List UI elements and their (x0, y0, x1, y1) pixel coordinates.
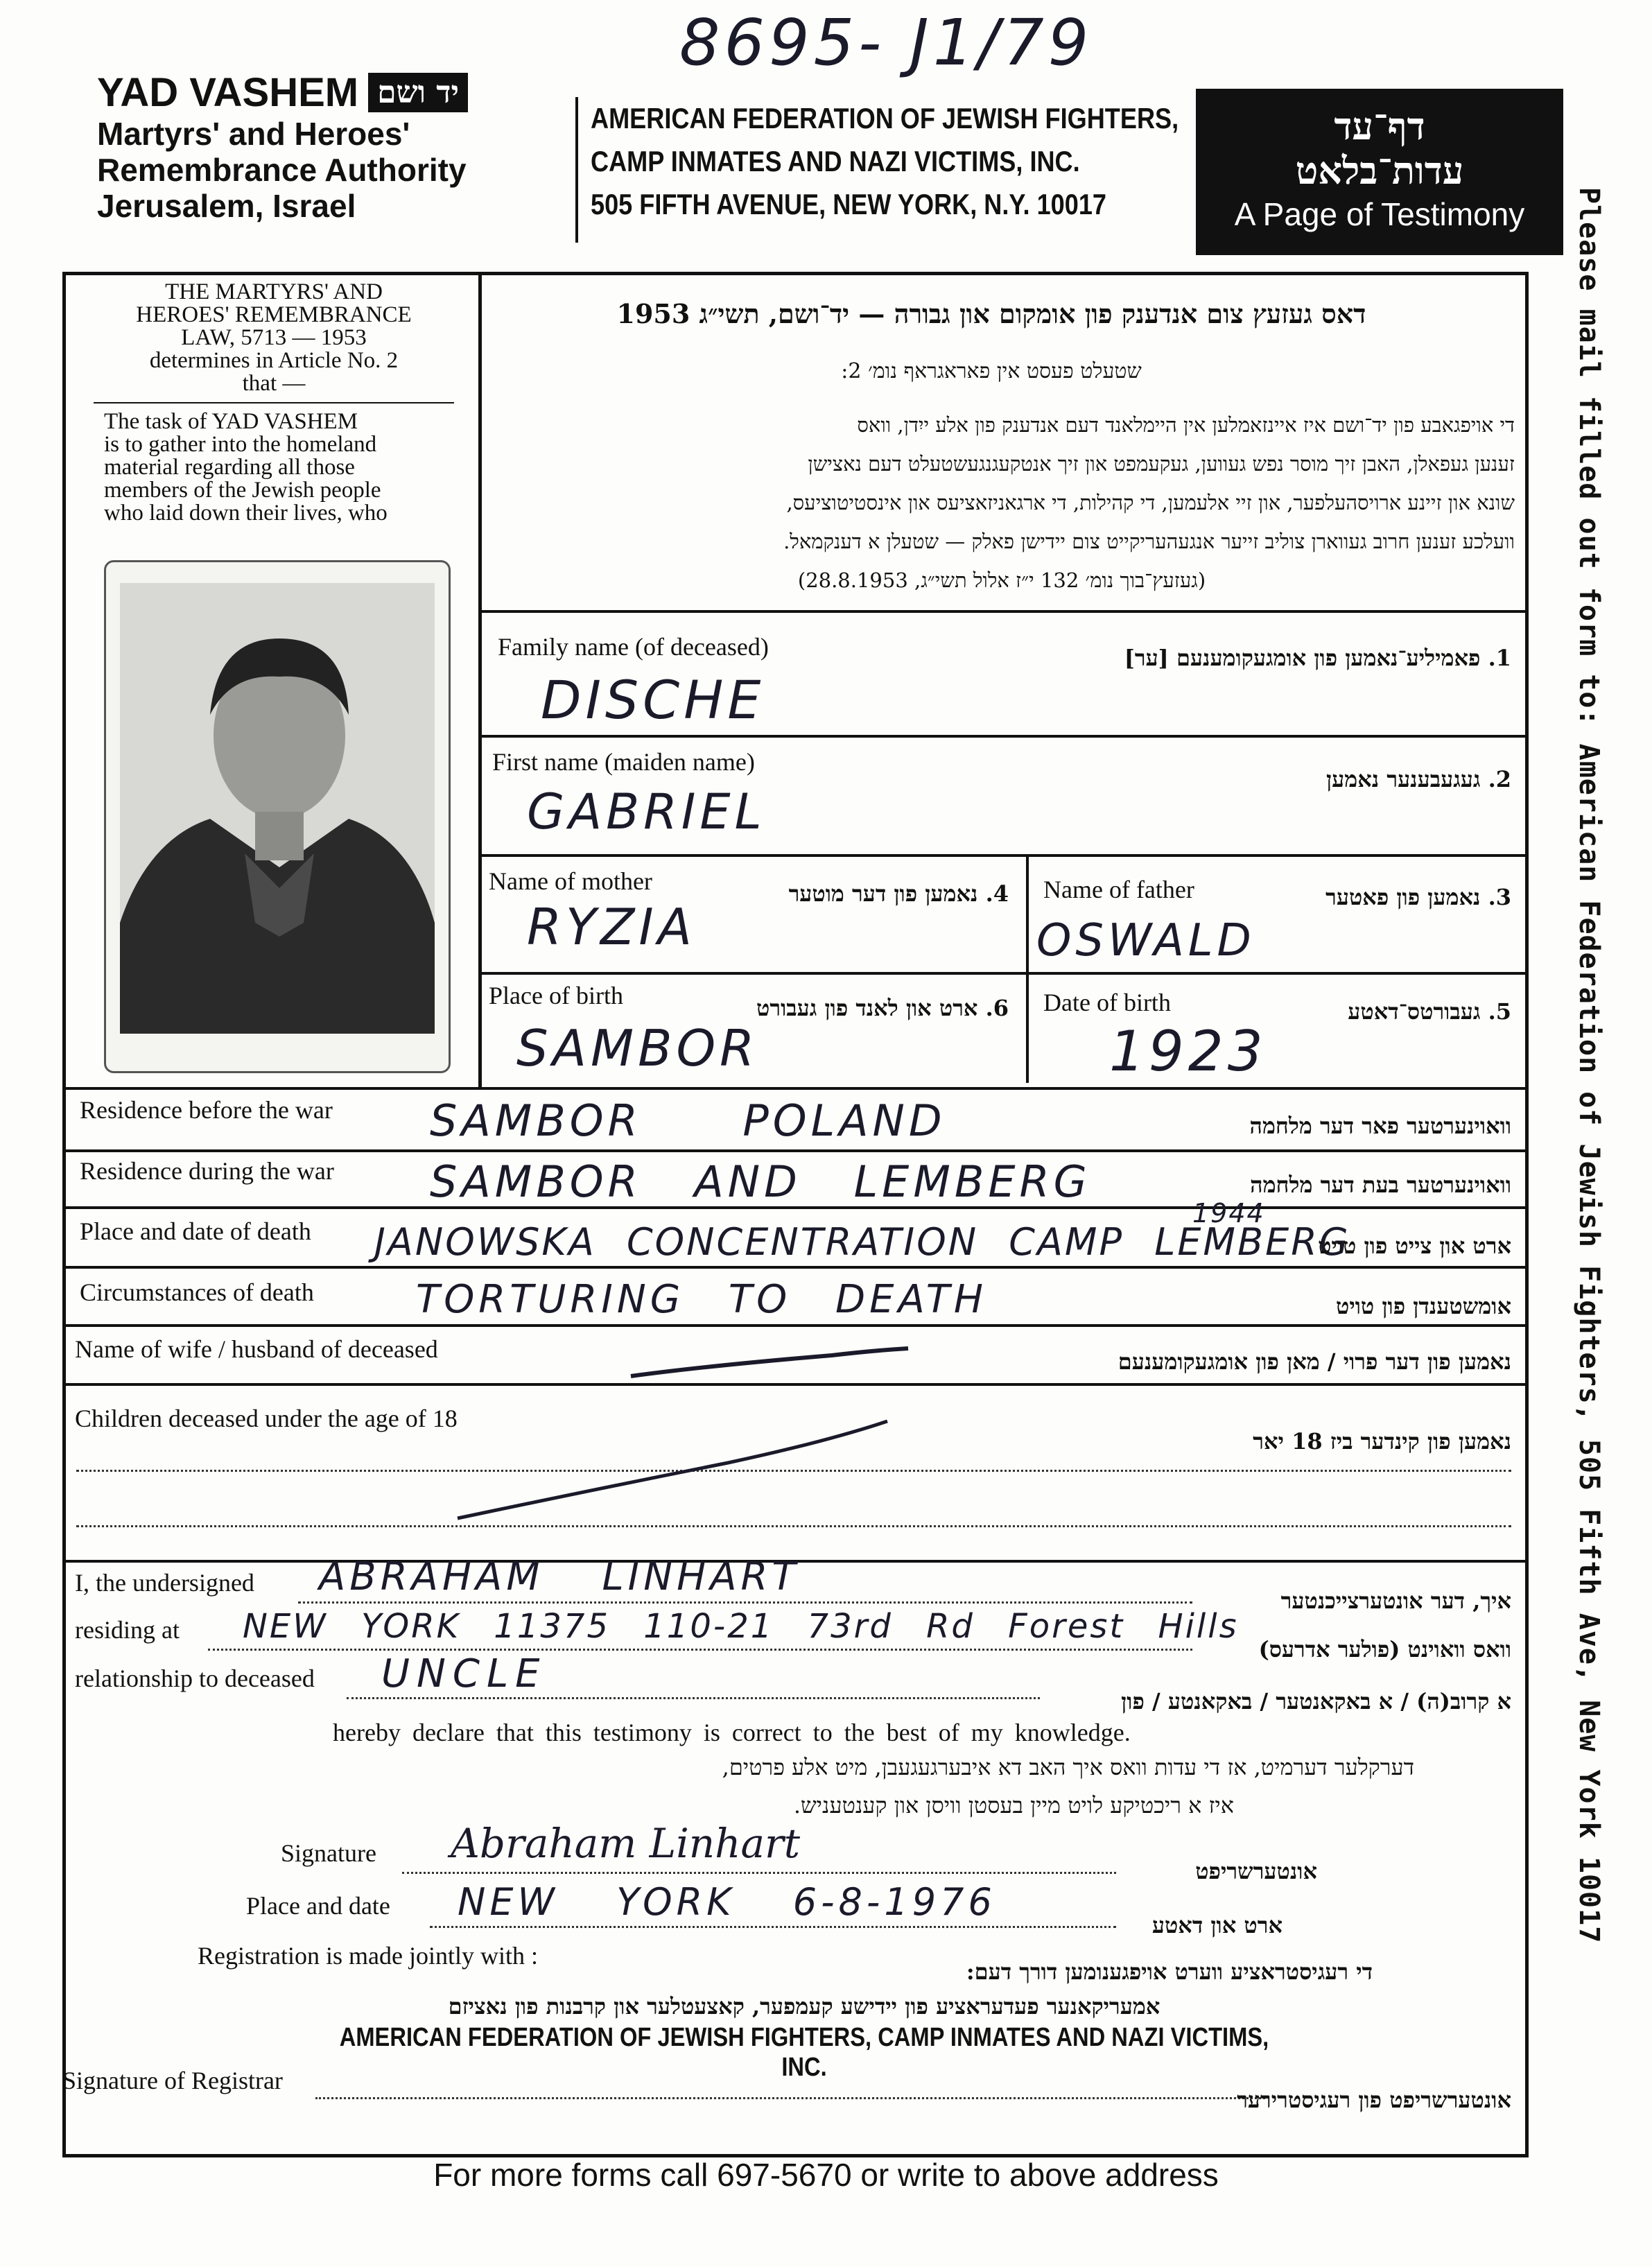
residence-during-heb-label: וואוינערטער בעת דער מלחמה (1250, 1172, 1511, 1198)
org-line-2: Remembrance Authority (97, 152, 467, 188)
death-place-label: Place and date of death (80, 1217, 311, 1245)
first-name-label: First name (maiden name) (492, 748, 755, 776)
footer-note: For more forms call 697-5670 or write to above address (433, 2157, 1219, 2193)
declaration-hebrew-1: דערקלער דערמיט, אז די עדות וואס איך האב דא איבערגעגעבן, מיט אלע פרטים, (722, 1754, 1414, 1780)
residence-during-value[interactable]: SAMBOR AND LEMBERG (430, 1156, 1091, 1207)
signature-label: Signature (281, 1839, 376, 1867)
children-blank-stroke (451, 1414, 894, 1525)
registration-heb-label: די רעגיסטראציע ווערט אויפגענומען דורך דעם: (966, 1958, 1373, 1985)
birth-date-label: Date of birth (1043, 989, 1171, 1016)
signature-heb-label: אונטערשריפט (1195, 1858, 1317, 1884)
law-line: that — (242, 371, 306, 396)
undersigned-line (298, 1601, 1192, 1604)
yiddish-law-title: דאס געזעץ צום אנדענק פון אומקום און גבורה — יד־ושם, תשי״ג 1953 (616, 298, 1366, 329)
law-line: determines in Article No. 2 (149, 348, 399, 373)
place-date-line (430, 1926, 1116, 1928)
federation-hebrew-name: אמעריקאנער פעדעראציע פון יידישע קעמפער, קאצעטלער און קרבנות פון נאציזם (448, 1993, 1160, 2020)
registrar-heb-label: אונטערשריפט פון רעגיסטרירער (1237, 2087, 1511, 2113)
birth-place-value[interactable]: SAMBOR (516, 1019, 759, 1077)
circumstances-heb-label: אומשטענדן פון טויט (1335, 1293, 1511, 1319)
org-line-1: Martyrs' and Heroes' (97, 116, 410, 152)
yiddish-law-line: זענען געפאלן, האבן זיך מוסר נפש געווען, געקעמפט און זיך אנטקעגנגעשטעלט דעם נאצישן (808, 452, 1515, 476)
undersigned-heb-label: איך, דער אונטערצייכנטער (1280, 1588, 1511, 1614)
mother-name-heb-label: 4. נאמען פון דער מוטער (788, 880, 1009, 907)
circumstances-value[interactable]: TORTURING TO DEATH (416, 1277, 988, 1322)
federation-english-name: AMERICAN FEDERATION OF JEWISH FIGHTERS, CAMP INMATES AND NAZI VICTIMS, INC. (339, 2023, 1269, 2082)
mother-name-value[interactable]: RYZIA (527, 898, 696, 956)
yiddish-law-line: די אויפגאבע פון יד־ושם איז איינזאמלען אין היימלאנד דעם אנדענק פון אלע ייִדן, וואס (857, 413, 1515, 437)
signature-line (402, 1872, 1116, 1874)
federation-header (575, 97, 1274, 243)
badge-hebrew-1: דף־עד (1334, 104, 1425, 148)
law-task-line: The task of YAD VASHEM (104, 409, 358, 434)
testimony-badge (1196, 89, 1563, 255)
family-name-heb-label: 1. פאמיליע־נאמען פון אומגעקומענעם [ער] (1124, 645, 1511, 671)
spouse-label: Name of wife / husband of deceased (75, 1335, 438, 1363)
residing-label: residing at (75, 1616, 180, 1644)
birth-place-heb-label: 6. ארט און לאנד פון געבורט (756, 995, 1009, 1021)
relationship-heb-label: א קרוב(ה) / א באקאנטער / באקאנטע / פון (1121, 1688, 1511, 1714)
spouse-heb-label: נאמען פון דער פרוי / מאן פון אומגעקומענעם (1118, 1348, 1511, 1375)
yiddish-law-subtitle: שטעלט פעסט אין פאראגראף נומ׳ 2: (841, 359, 1142, 383)
org-line-3: Jerusalem, Israel (97, 188, 356, 224)
children-line-2 (76, 1525, 1511, 1527)
birth-date-value[interactable]: 1923 (1109, 1019, 1267, 1084)
residence-before-value[interactable]: SAMBOR POLAND (430, 1095, 946, 1146)
place-date-label: Place and date (246, 1892, 390, 1920)
residence-during-label: Residence during the war (80, 1157, 334, 1185)
father-name-label: Name of father (1043, 876, 1194, 903)
declaration-hebrew-2: איז א ריכטיקע לויט מיין בעסטן וויסן און קענטעניש. (793, 1792, 1234, 1818)
yad-vashem-header (97, 69, 568, 224)
deceased-photo (104, 560, 451, 1073)
death-year-value[interactable]: 1944 (1192, 1198, 1265, 1228)
fed-line-1: AMERICAN FEDERATION OF JEWISH FIGHTERS, (591, 102, 1179, 134)
yiddish-law-line: שונא און זיינע ארויסהעלפער, און זיי אלעמען, די קהילות, די ארגאניזאציעס און אינסטיטוציעס, (786, 491, 1515, 514)
father-name-value[interactable]: OSWALD (1036, 915, 1255, 966)
undersigned-label: I, the undersigned (75, 1569, 254, 1597)
place-date-heb-label: ארט און דאטע (1151, 1912, 1283, 1938)
relationship-line (347, 1697, 1040, 1699)
law-task-line: members of the Jewish people (104, 478, 381, 503)
death-place-heb-label: ארט און צייט פון טויט (1318, 1233, 1511, 1259)
birth-date-heb-label: 5. געבורטס־דאטע (1348, 998, 1511, 1025)
yiddish-law-line: (געזעץ־בוך נומ׳ 132 י״ז אלול תשי״ג, 28.8.1953) (797, 568, 1206, 592)
law-box (73, 281, 475, 525)
relationship-label: relationship to deceased (75, 1665, 315, 1692)
residence-before-label: Residence before the war (80, 1096, 333, 1124)
family-name-value[interactable]: DISCHE (541, 669, 765, 731)
law-line: THE MARTYRS' AND (165, 279, 383, 304)
children-heb-label: נאמען פון קינדער ביז 18 יאר (1253, 1428, 1511, 1454)
father-name-heb-label: 3. נאמען פון פאטער (1325, 884, 1511, 910)
first-name-heb-label: 2. געגעבענער נאמען (1326, 766, 1511, 792)
residing-line (208, 1649, 1192, 1651)
residing-value[interactable]: NEW YORK 11375 110-21 73rd Rd Forest Hills (243, 1607, 1239, 1646)
file-annotation: 8695- J1/79 (679, 6, 1093, 80)
law-task-line: material regarding all those (104, 455, 355, 480)
law-task-line: is to gather into the homeland (104, 432, 377, 457)
org-name: YAD VASHEM (97, 70, 359, 115)
residing-heb-label: וואס וואוינט (פולער אדרעס) (1258, 1636, 1511, 1662)
first-name-value[interactable]: GABRIEL (527, 783, 766, 840)
relationship-value[interactable]: UNCLE (381, 1651, 547, 1696)
mother-name-label: Name of mother (489, 867, 652, 895)
org-hebrew-logo: יד ושם (368, 73, 468, 112)
fed-line-3: 505 FIFTH AVENUE, NEW YORK, N.Y. 10017 (591, 188, 1107, 220)
family-name-label: Family name (of deceased) (498, 633, 769, 661)
death-place-value[interactable]: JANOWSKA CONCENTRATION CAMP LEMBERG (374, 1220, 1350, 1264)
children-label: Children deceased under the age of 18 (75, 1405, 458, 1432)
badge-english: A Page of Testimony (1234, 196, 1525, 232)
law-line: LAW, 5713 — 1953 (181, 325, 367, 350)
fed-line-2: CAMP INMATES AND NAZI VICTIMS, INC. (591, 145, 1080, 177)
birth-place-label: Place of birth (489, 982, 623, 1009)
circumstances-label: Circumstances of death (80, 1278, 314, 1306)
portrait-image (106, 562, 449, 1071)
spouse-blank-stroke (624, 1345, 915, 1387)
registrar-signature-label: Signature of Registrar (62, 2067, 283, 2094)
mail-instruction: Please mail filled out form to: American Federation of Jewish Fighters, 505 Fifth Ave, New York 10017 (1573, 187, 1605, 1944)
residence-before-heb-label: וואוינערטער פאר דער מלחמה (1249, 1113, 1511, 1139)
yiddish-law-body (489, 406, 1515, 600)
registration-label: Registration is made jointly with : (198, 1942, 538, 1970)
law-line: HEROES' REMEMBRANCE (136, 302, 412, 327)
signature-value[interactable]: Abraham Linhart (451, 1820, 801, 1867)
declaration-english: hereby declare that this testimony is correct to the best of my knowledge. (333, 1719, 1131, 1746)
place-date-value[interactable]: NEW YORK 6-8-1976 (458, 1880, 996, 1924)
yiddish-law-line: וועלכע זענען חרוב געווארן צוליב זייער אנגעהעריקייט צום יידישן פאלק — שטעלן א דענקמאל. (783, 530, 1515, 553)
badge-hebrew-2: עדות־בלאט (1295, 148, 1464, 193)
law-task-line: who laid down their lives, who (104, 501, 388, 526)
undersigned-value[interactable]: ABRAHAM LINHART (319, 1554, 800, 1599)
